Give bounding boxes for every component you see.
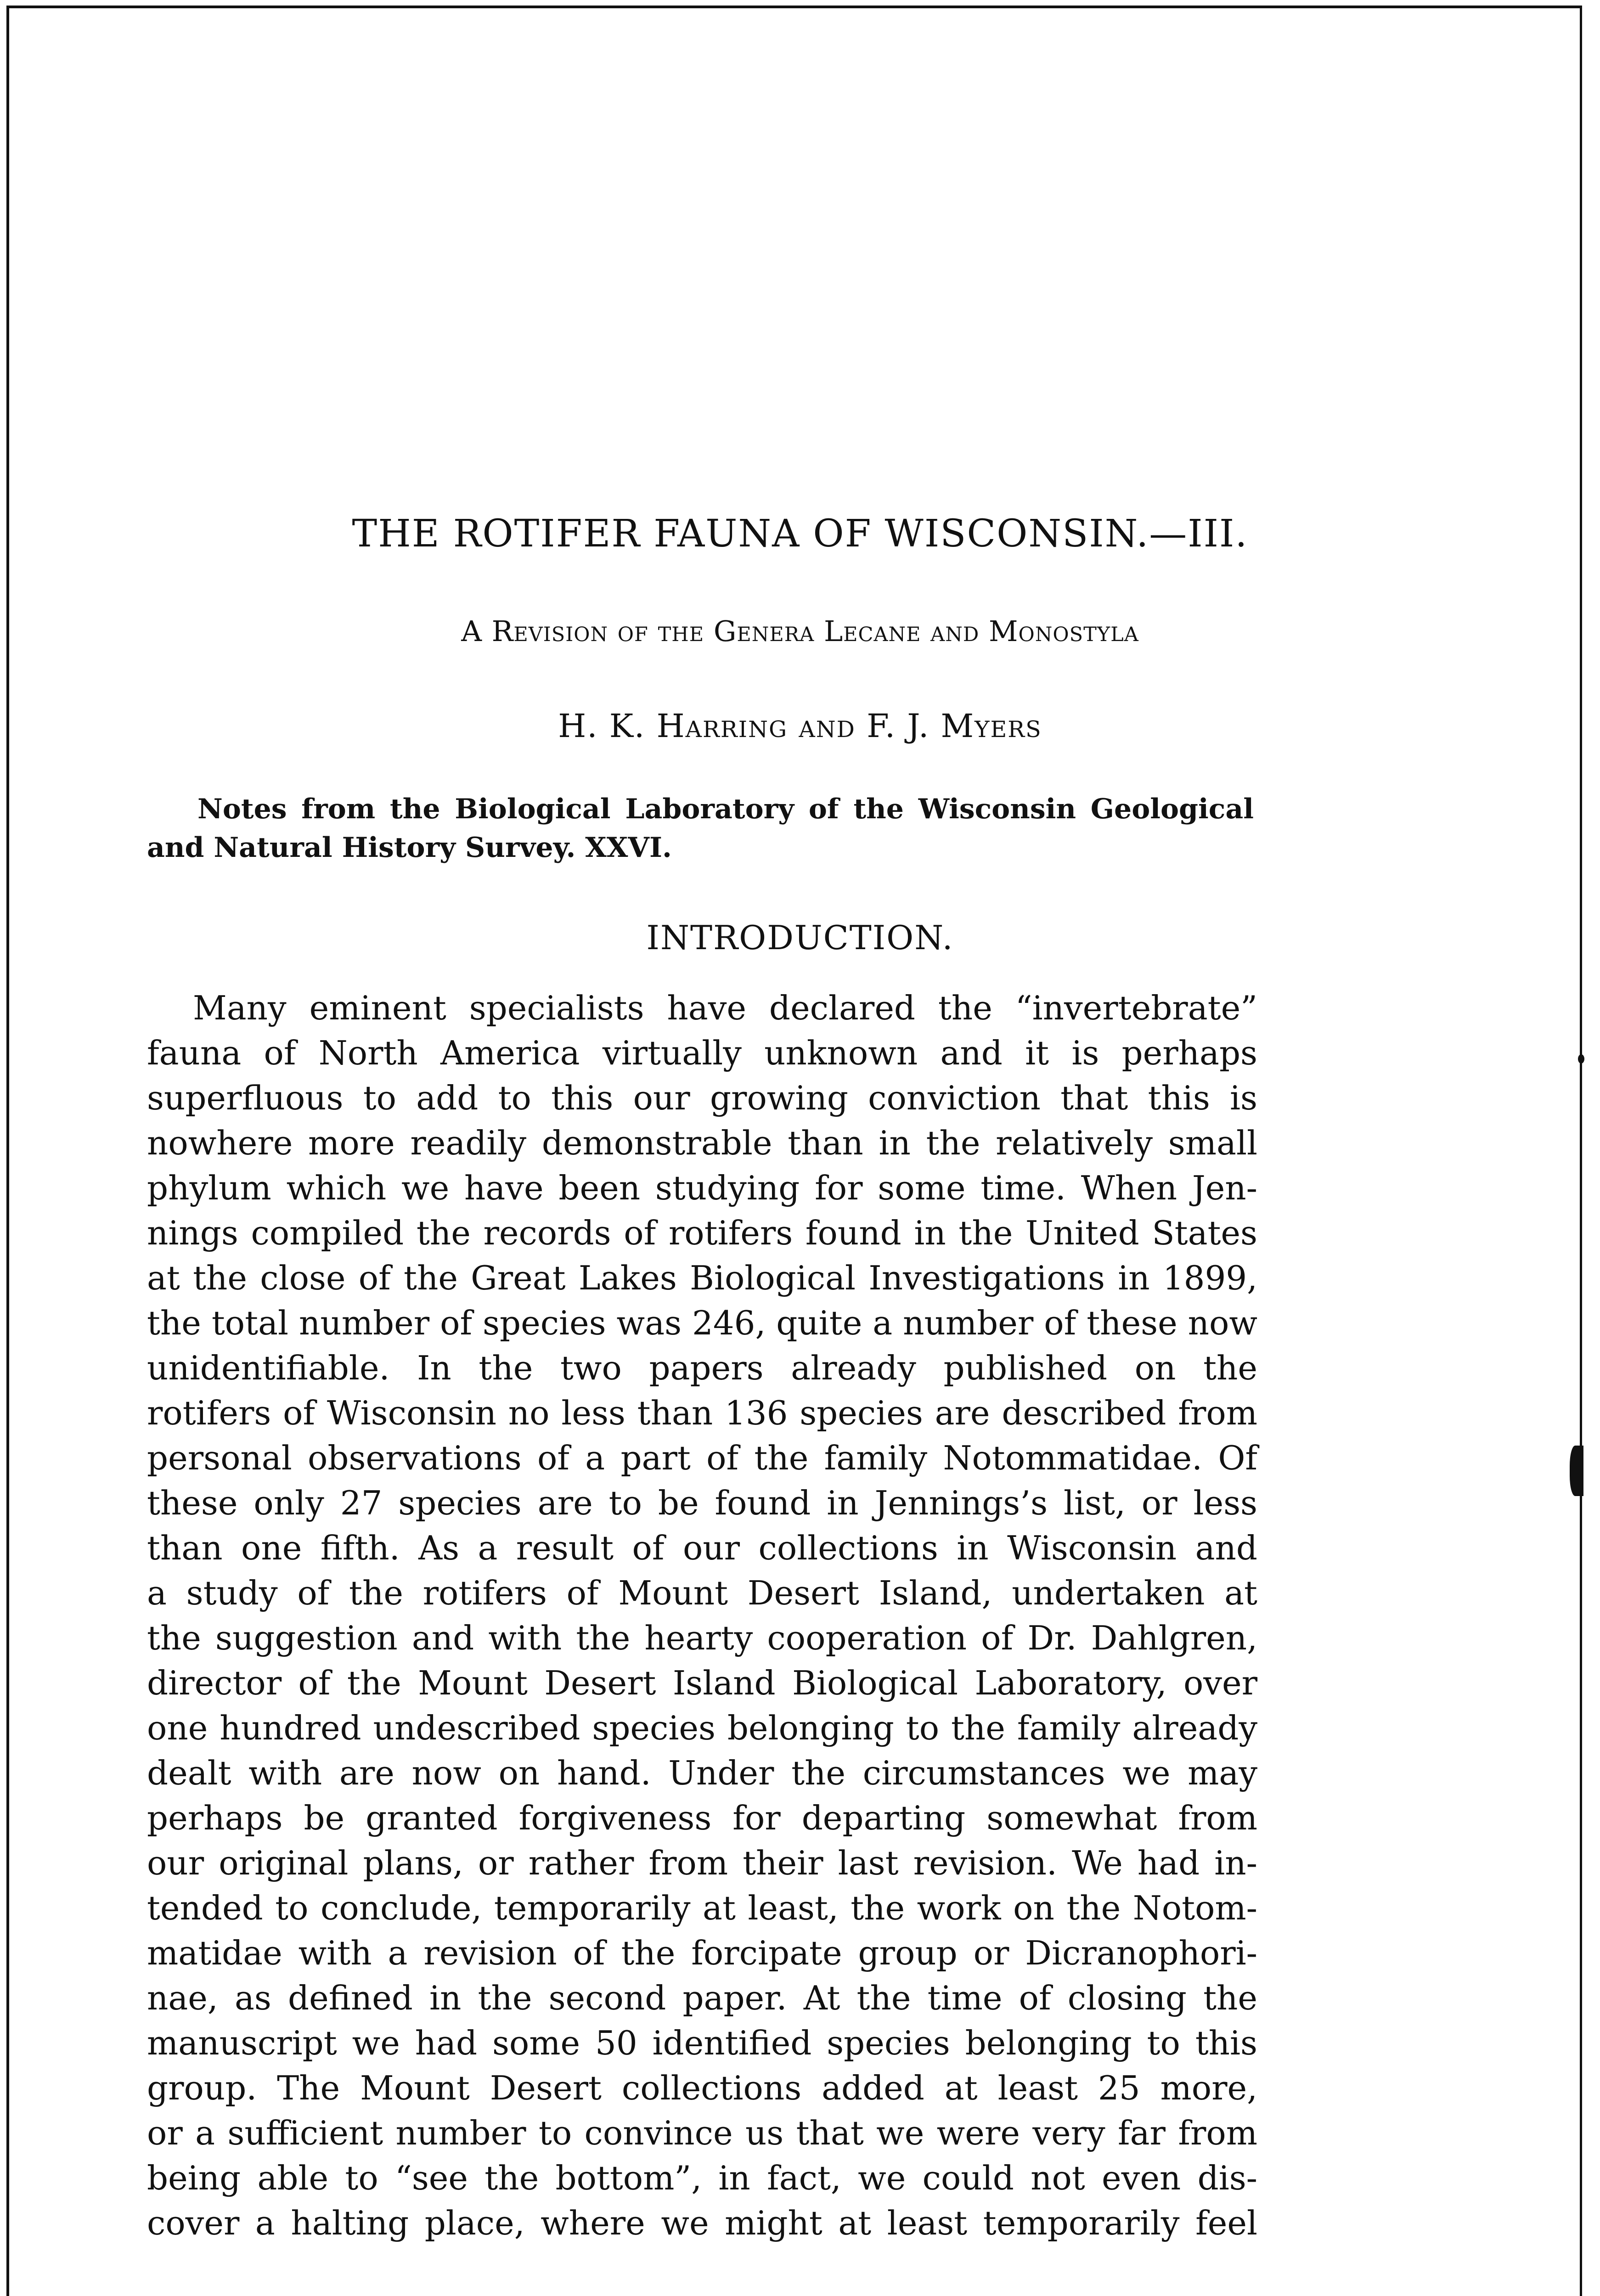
text-line: at the close of the Great Lakes Biological Investigations in 1899, (147, 1259, 1257, 1297)
article-authors: H. K. Harring and F. J. Myers (558, 707, 1042, 745)
text-line: the suggestion and with the hearty cooperation of Dr. Dahlgren, (147, 1619, 1257, 1657)
text-line: our original plans, or rather from their last revision. We had in- (147, 1844, 1257, 1882)
text-line: unidentifiable. In the two papers already published on the (147, 1349, 1257, 1387)
text-line: rotifers of Wisconsin no less than 136 species are described from (147, 1394, 1257, 1432)
text-line: dealt with are now on hand. Under the circumstances we may (147, 1754, 1257, 1792)
text-line: fauna of North America virtually unknown and it is perhaps (147, 1034, 1257, 1072)
text-line: one hundred undescribed species belonging to the family already (147, 1709, 1257, 1747)
scan-edge-mark (1570, 1446, 1583, 1496)
text-line: group. The Mount Desert collections added at least 25 more, (147, 2069, 1257, 2107)
article-subtitle: A Revision of the Genera Lecane and Monostyla (461, 614, 1139, 648)
text-line: a study of the rotifers of Mount Desert Island, undertaken at (147, 1574, 1257, 1612)
text-line: Many eminent specialists have declared the “invertebrate” (193, 989, 1257, 1027)
text-line: superfluous to add to this our growing conviction that this is (147, 1079, 1257, 1117)
text-line: matidae with a revision of the forcipate group or Dicranophori- (147, 1934, 1257, 1972)
scan-speck (1578, 1054, 1584, 1064)
text-line: than one fifth. As a result of our collections in Wisconsin and (147, 1529, 1257, 1567)
text-line: nings compiled the records of rotifers found in the United States (147, 1214, 1257, 1252)
text-line: director of the Mount Desert Island Biological Laboratory, over (147, 1664, 1257, 1702)
text-line: these only 27 species are to be found in Jennings’s list, or less (147, 1484, 1257, 1522)
text-line: being able to “see the bottom”, in fact, we could not even dis- (147, 2159, 1257, 2197)
text-line: perhaps be granted forgiveness for departing somewhat from (147, 1799, 1257, 1837)
text-line: cover a halting place, where we might at least temporarily feel (147, 2204, 1257, 2242)
text-line: nowhere more readily demonstrable than in the relatively small (147, 1124, 1257, 1162)
text-line: nae, as defined in the second paper. At the time of closing the (147, 1979, 1257, 2017)
series-note: Notes from the Biological Laboratory of the Wisconsin Geological and Natural History Survey. XXVI. (147, 793, 1254, 864)
text-line: personal observations of a part of the family Notommatidae. Of (147, 1439, 1257, 1477)
section-heading: INTRODUCTION. (646, 918, 954, 957)
article-title: THE ROTIFER FAUNA OF WISCONSIN.—III. (352, 512, 1248, 556)
text-line: manuscript we had some 50 identified species belonging to this (147, 2024, 1257, 2062)
text-line: tended to conclude, temporarily at least, the work on the Notom- (147, 1889, 1257, 1927)
text-line: the total number of species was 246, quite a number of these now (147, 1304, 1257, 1342)
text-line: phylum which we have been studying for some time. When Jen- (147, 1169, 1257, 1207)
text-line: or a sufficient number to convince us that we were very far from (147, 2114, 1257, 2152)
body-text (147, 985, 1257, 2245)
